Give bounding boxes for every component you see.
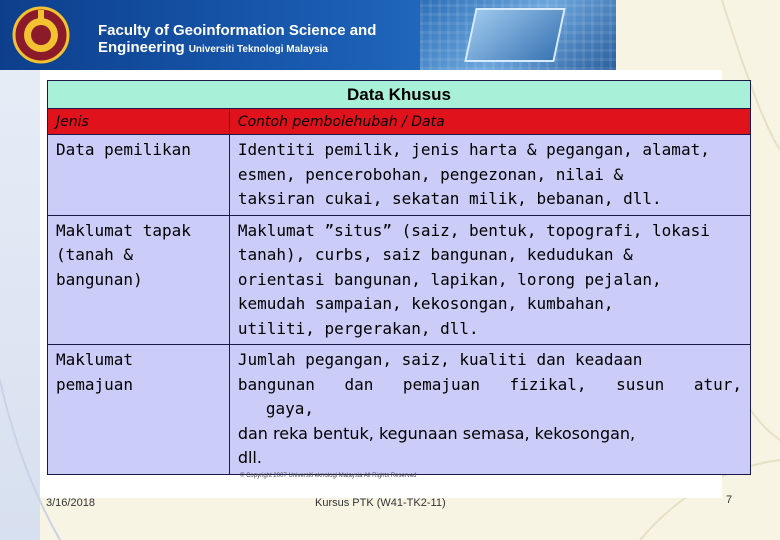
data-khusus-table [47,80,751,475]
row-example-cell [229,215,750,345]
footer-date: 3/16/2018 [46,497,95,509]
row-type-line: Maklumat tapak [56,220,191,240]
row-example-line: bangunan dan pemajuan fizikal, susun atur, [237,374,742,394]
row-example-line: esmen, pencerobohan, pengezonan, nilai & [237,164,624,184]
row-example-line: kemudah sampaian, kekosongan, kumbahan, [237,294,614,313]
table-row [48,135,751,216]
row-example-line: orientasi bangunan, lapikan, lorong pejalan, [237,269,662,289]
row-type-line: (tanah & [56,245,134,264]
row-type-cell [48,215,230,345]
row-example-line: dll. [237,448,262,467]
row-example-line: Maklumat ”situs” (saiz, bentuk, topografi, lokasi [237,220,710,240]
row-example-line: tanah), curbs, saiz bangunan, kedudukan & [237,245,633,264]
header-banner [0,0,616,70]
row-type-line: Maklumat [56,350,134,369]
header-jenis: Jenis [48,109,230,135]
row-example-line: utiliti, pergerakan, dll. [237,318,479,338]
row-example-line: dan reka bentuk, kegunaan semasa, kekosongan, [237,423,636,443]
footer-page-number: 7 [726,494,733,506]
row-example-cell [229,135,750,216]
row-type-line: Data pemilikan [56,140,191,159]
row-example-line: taksiran cukai, sekatan milik, bebanan, dll. [237,189,662,208]
row-example-cell [229,345,750,475]
row-example-line: Jumlah pegangan, saiz, kualiti dan keadaan [237,350,643,369]
row-type-cell [48,345,230,475]
row-example-line: gaya, [265,399,314,418]
faculty-engineering: Engineering [98,39,185,56]
table-row [48,345,751,475]
row-type-cell [48,135,230,216]
row-type-line: pemajuan [56,374,134,394]
table-header-row [48,109,751,135]
row-example-line: Identiti pemilik, jenis harta & pegangan, alamat, [237,140,710,159]
copyright-notice: © Copyright 2007 Universiti eknologi Malaysia All Rights Reserved [240,473,417,479]
table-title: Data Khusus [48,81,751,109]
header-contoh: Contoh pembolehubah / Data [229,109,750,135]
banner-chip-core [464,8,565,62]
footer-course: Kursus PTK (W41-TK2-11) [315,497,446,509]
faculty-name-line1: Faculty of Geoinformation Science and [98,22,377,39]
utm-logo-icon [8,4,78,66]
university-name: Universiti Teknologi Malaysia [188,44,328,55]
row-type-line: bangunan) [56,269,143,289]
table-title-row [48,81,751,109]
table-row [48,215,751,345]
faculty-name-line2 [98,39,328,58]
